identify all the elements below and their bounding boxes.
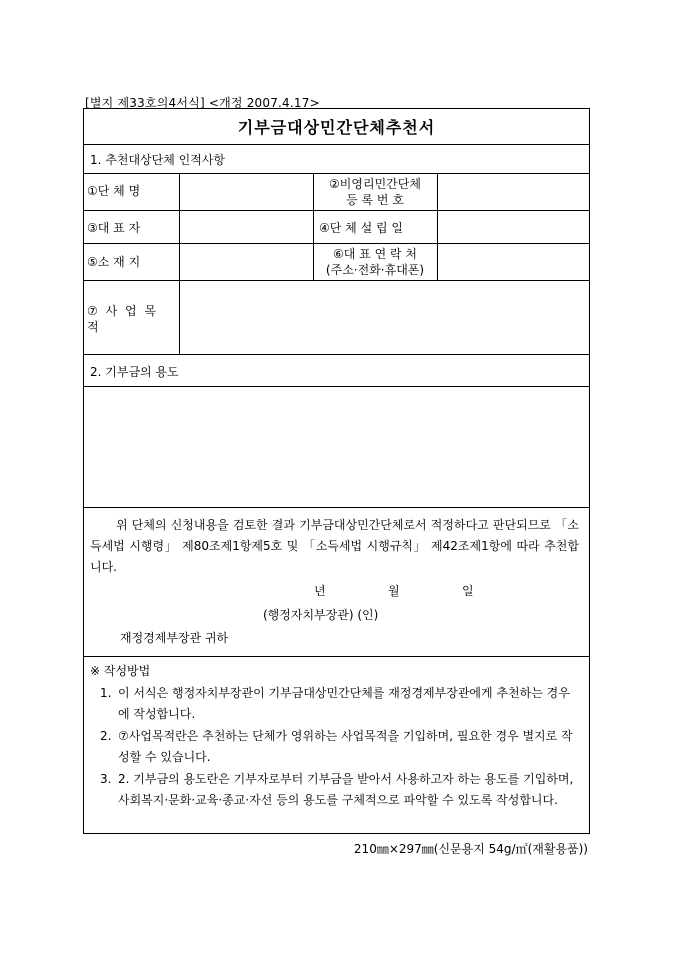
divider [84, 173, 589, 174]
form-header-note: [별지 제33호의4서식] <개정 2007.4.17> [85, 96, 320, 110]
divider [84, 507, 589, 508]
divider [84, 280, 589, 281]
divider [84, 656, 589, 657]
addressee: 재정경제부장관 귀하 [120, 631, 229, 645]
divider [84, 354, 589, 355]
date-day: 일 [462, 584, 474, 598]
recommendation-paragraph: 위 단체의 신청내용을 검토한 결과 기부금대상민간단체로서 적정하다고 판단되므로 「소득세법 시행령」 제80조제1항제5호 및 「소득세법 시행규칙」 제42조제1항에 따라 추천합니다. [90, 518, 579, 574]
divider [84, 144, 589, 145]
address-label: ⑤소 재 지 [87, 255, 141, 269]
form-table [83, 108, 590, 834]
divider [84, 210, 589, 211]
instruction-item: 1. 이 서식은 행정자치부장관이 기부금대상민간단체를 재정경제부장관에게 추천하는 경우에 작성합니다. [100, 686, 570, 721]
date-month: 월 [388, 584, 400, 598]
instruction-item: 2. ⑦사업목적란은 추천하는 단체가 영위하는 사업목적을 기입하며, 필요한 경우 별지로 작성할 수 있습니다. [100, 729, 573, 764]
representative-label: ③대 표 자 [87, 221, 141, 235]
form-title: 기부금대상민간단체추천서 [237, 118, 436, 137]
divider [313, 173, 314, 280]
registration-number-label: ②비영리민간단체 등 록 번 호 [329, 177, 421, 207]
org-name-label: ①단 체 명 [87, 184, 141, 198]
business-purpose-label: ⑦ 사 업 목 적 [87, 304, 158, 334]
divider [84, 386, 589, 387]
divider [179, 173, 180, 354]
founding-date-label: ④단 체 설 립 일 [319, 221, 403, 235]
section1-heading: 1. 추천대상단체 인적사항 [90, 153, 225, 167]
paper-spec-note: 210㎜×297㎜(신문용지 54g/㎡(재활용품)) [353, 842, 588, 856]
contact-label: ⑥대 표 연 락 처 (주소·전화·휴대폰) [325, 247, 425, 277]
section2-heading: 2. 기부금의 용도 [90, 365, 179, 379]
divider [437, 173, 438, 280]
divider [84, 243, 589, 244]
instruction-item: 3. 2. 기부금의 용도란은 기부자로부터 기부금을 받아서 사용하고자 하는 용도를 기입하며, 사회복지·문화·교육·종교·자선 등의 용도를 구체적으로 파악할 수 있도록 작성합니다. [100, 772, 574, 807]
date-year: 년 [314, 584, 326, 598]
instructions-heading: ※ 작성방법 [90, 664, 151, 678]
signer: (행정자치부장관) (인) [263, 608, 379, 622]
